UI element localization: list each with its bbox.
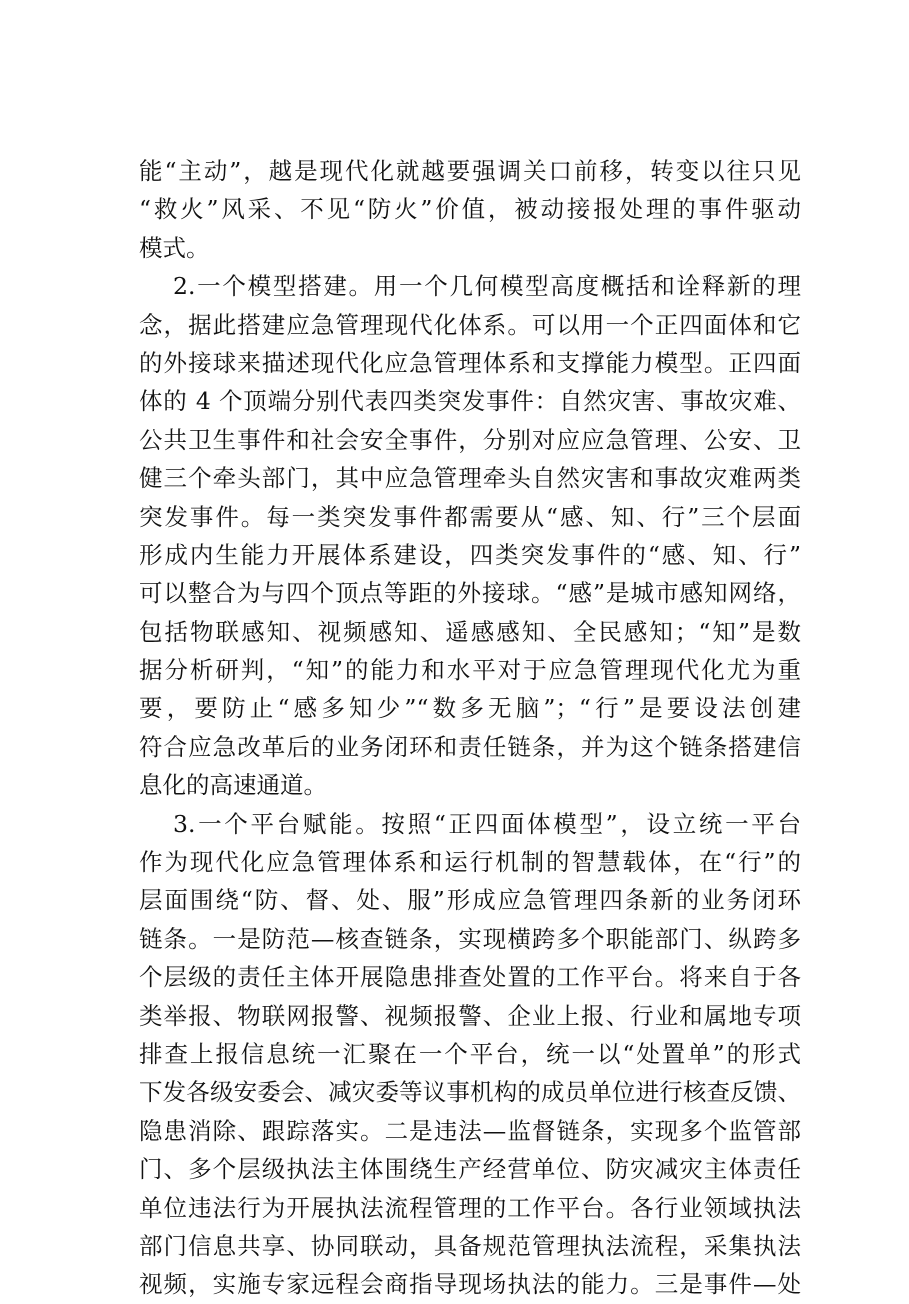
text-line: 作为现代化应急管理体系和运行机制的智慧载体，在“行”的 [139,848,801,877]
text-line: 个层级的责任主体开展隐患排查处置的工作平台。将来自于各 [139,963,801,992]
text-line: 视频，实施专家远程会商指导现场执法的能力。三是事件—处 [139,1270,801,1299]
text-line: 隐患消除、跟踪落实。二是违法—监督链条，实现多个监管部 [139,1116,801,1145]
text-line: 门、多个层级执法主体围绕生产经营单位、防灾减灾主体责任 [139,1155,801,1184]
text-line: 类举报、物联网报警、视频报警、企业上报、行业和属地专项 [139,1001,801,1030]
text-line: 能“主动”，越是现代化就越要强调关口前移，转变以往只见 [139,157,801,185]
text-line: 要，要防止“感多知少”“数多无脑”；“行”是要设法创建 [139,694,801,723]
text-line: 层面围绕“防、督、处、服”形成应急管理四条新的业务闭环 [139,886,801,915]
text-line: 的外接球来描述现代化应急管理体系和支撑能力模型。正四面 [139,348,801,377]
text-line: 形成内生能力开展体系建设，四类突发事件的“感、知、行” [139,540,801,569]
text-line: 符合应急改革后的业务闭环和责任链条，并为这个链条搭建信 [139,732,801,761]
text-line: 念，据此搭建应急管理现代化体系。可以用一个正四面体和它 [139,310,801,339]
text-line: 下发各级安委会、减灾委等议事机构的成员单位进行核查反馈、 [139,1078,801,1107]
body-text [139,152,801,1304]
paragraph-start-line: 3.一个平台赋能。按照“正四面体模型”，设立统一平台 [173,809,801,838]
text-line: 模式。 [139,233,210,262]
text-line: 息化的高速通道。 [139,771,327,800]
text-line: 突发事件。每一类突发事件都需要从“感、知、行”三个层面 [139,502,801,531]
text-line: 据分析研判，“知”的能力和水平对于应急管理现代化尤为重 [139,656,801,685]
text-line: 排查上报信息统一汇聚在一个平台，统一以“处置单”的形式 [139,1039,801,1068]
text-line: 单位违法行为开展执法流程管理的工作平台。各行业领域执法 [139,1193,801,1222]
text-line: 部门信息共享、协同联动，具备规范管理执法流程，采集执法 [139,1231,801,1260]
text-line: 可以整合为与四个顶点等距的外接球。“感”是城市感知网络， [139,579,801,608]
text-line: 体的 4 个顶端分别代表四类突发事件：自然灾害、事故灾难、 [139,387,801,416]
paragraph-start-line: 2.一个模型搭建。用一个几何模型高度概括和诠释新的理 [173,272,801,301]
text-line: “救火”风采、不见“防火”价值，被动接报处理的事件驱动 [139,195,801,224]
text-line: 包括物联感知、视频感知、遥感感知、全民感知；“知”是数 [139,617,801,646]
text-line: 链条。一是防范—核查链条，实现横跨多个职能部门、纵跨多 [139,924,801,953]
text-line: 公共卫生事件和社会安全事件，分别对应应急管理、公安、卫 [139,425,801,454]
text-line: 健三个牵头部门，其中应急管理牵头自然灾害和事故灾难两类 [139,464,801,493]
